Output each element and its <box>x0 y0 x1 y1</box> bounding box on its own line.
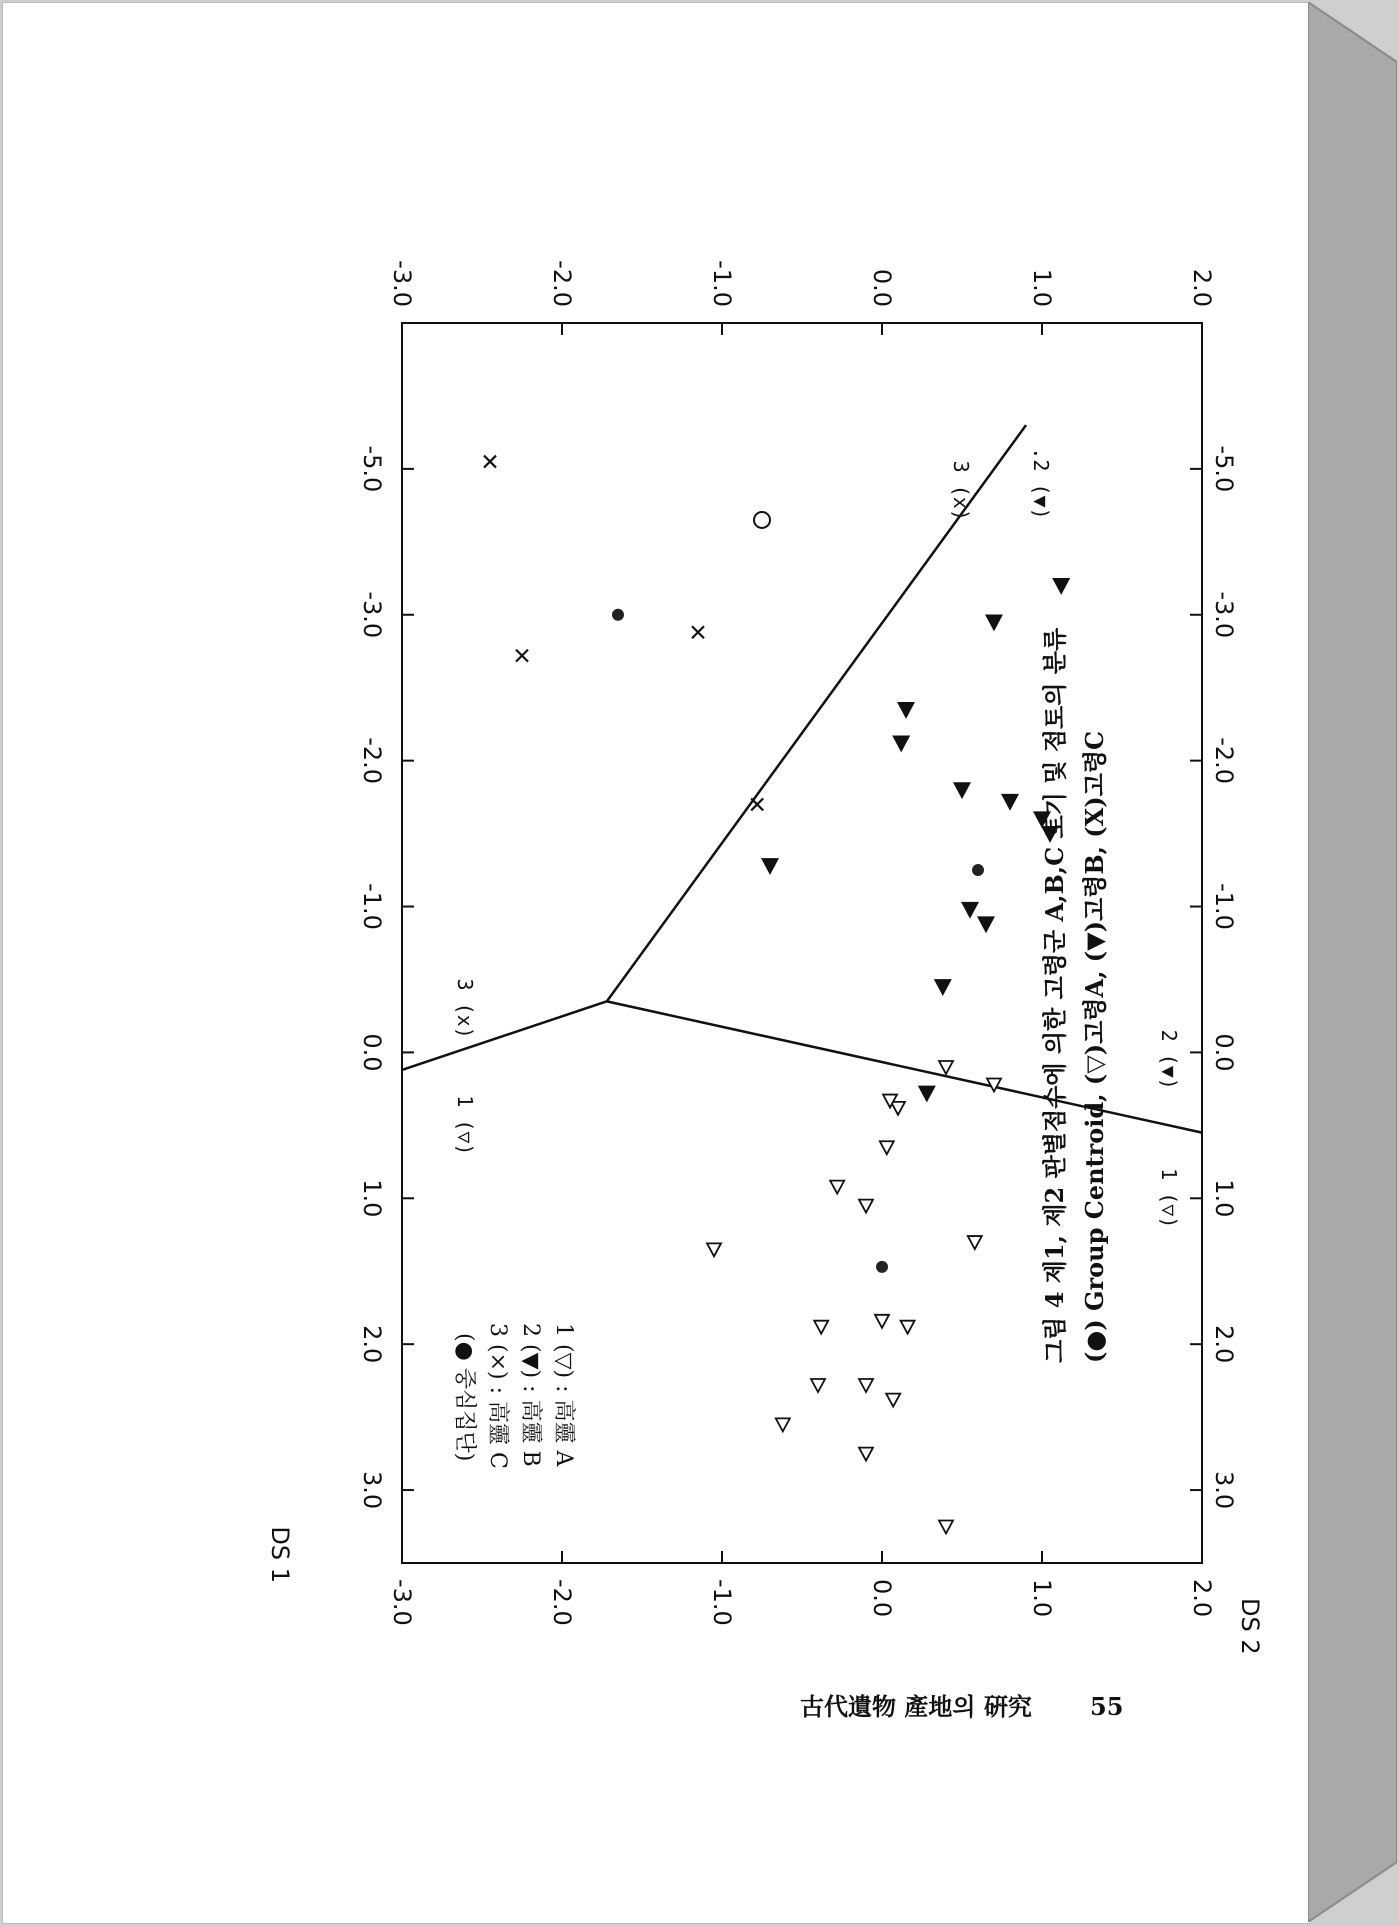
marker-x <box>516 650 528 662</box>
territory-labels <box>453 447 1181 1228</box>
marker-x <box>692 626 704 638</box>
marker-open-triangle <box>968 1236 982 1249</box>
x-tick-label-bottom: -3.0 <box>358 591 386 639</box>
territory-label: 3 (x) <box>949 460 973 521</box>
y-tick-label-left: -1.0 <box>708 260 736 307</box>
marker-filled-triangle <box>1053 579 1069 594</box>
territory-boundary <box>607 1001 1202 1132</box>
y-tick-label-right: -3.0 <box>388 1579 416 1626</box>
marker-centroid <box>972 864 984 876</box>
marker-filled-triangle <box>762 859 778 874</box>
marker-open-triangle <box>811 1379 825 1392</box>
x-tick-label-top: 2.0 <box>1210 1325 1238 1364</box>
marker-open-triangle <box>891 1102 905 1115</box>
x-tick-label-bottom: -2.0 <box>358 737 386 785</box>
marker-x <box>484 456 496 468</box>
legend-entry-centroid: (● 중심집단) <box>452 1333 477 1462</box>
marker-filled-triangle <box>1002 794 1018 809</box>
y-tick-label-left: 0.0 <box>868 268 896 307</box>
marker-filled-triangle <box>962 902 978 917</box>
marker-open-triangle <box>901 1321 915 1334</box>
figure-caption-line-2: (●) Group Centroid, (▽)고령A, (▼)고령B, (X)고령C <box>1080 730 1109 1363</box>
marker-open-triangle <box>886 1394 900 1407</box>
marker-open-triangle <box>830 1181 844 1194</box>
figure-caption-line-1: 그림 4 제1, 제2 판별점수에 의한 고령군 A,B,C 토기 및 점토의 분류 <box>1040 627 1069 1363</box>
x-tick-label-bottom: -1.0 <box>358 883 386 930</box>
x-tick-label-top: -5.0 <box>1210 445 1238 493</box>
marker-x <box>751 798 763 810</box>
marker-open-circle <box>754 512 770 528</box>
x-tick-label-bottom: -5.0 <box>358 445 386 493</box>
legend-entry-c: 3 (×) : 高靈 C <box>485 1323 510 1469</box>
territory-label: 1 (▽) <box>1157 1168 1181 1229</box>
y-axis-label: DS 2 <box>1236 1598 1264 1655</box>
running-title: 古代遺物 產地의 硏究 <box>800 1692 1032 1721</box>
y-tick-label-right: -2.0 <box>548 1579 576 1626</box>
territory-boundary <box>402 1001 607 1070</box>
y-tick-label-left: -3.0 <box>388 260 416 307</box>
marker-centroid <box>612 609 624 621</box>
marker-open-triangle <box>814 1321 828 1334</box>
marker-filled-triangle <box>986 615 1002 630</box>
marker-centroid <box>876 1261 888 1273</box>
marker-open-triangle <box>859 1379 873 1392</box>
y-tick-label-left: -2.0 <box>548 260 576 307</box>
legend <box>452 1323 576 1469</box>
marker-open-triangle <box>707 1243 721 1256</box>
marker-open-triangle <box>939 1061 953 1074</box>
x-tick-label-bottom: 1.0 <box>358 1179 386 1218</box>
marker-filled-triangle <box>919 1086 935 1101</box>
x-tick-label-top: -2.0 <box>1210 737 1238 785</box>
marker-open-triangle <box>880 1141 894 1154</box>
legend-entry-a: 1 (▽) : 高靈 A <box>551 1323 576 1467</box>
page-number: 55 <box>1090 1692 1124 1721</box>
marker-open-triangle <box>939 1521 953 1534</box>
marker-open-triangle <box>859 1200 873 1213</box>
marker-filled-triangle <box>954 783 970 798</box>
legend-entry-b: 2 (▼) : 高靈 B <box>518 1323 543 1467</box>
territory-label: 3 (x) <box>453 978 477 1039</box>
x-tick-label-bottom: 0.0 <box>358 1033 386 1072</box>
marker-open-triangle <box>875 1315 889 1328</box>
territory-label: 2 (▼) <box>1157 1029 1181 1090</box>
y-tick-label-left: 1.0 <box>1028 268 1056 307</box>
x-tick-label-top: -3.0 <box>1210 591 1238 639</box>
y-tick-label-right: 0.0 <box>868 1579 896 1618</box>
x-tick-label-top: 0.0 <box>1210 1033 1238 1072</box>
marker-open-triangle <box>859 1448 873 1461</box>
marker-filled-triangle <box>893 736 909 751</box>
y-tick-label-left: 2.0 <box>1188 268 1216 307</box>
y-tick-label-right: 2.0 <box>1188 1579 1216 1618</box>
territory-label: 1 (▽) <box>453 1095 477 1156</box>
x-tick-label-top: 1.0 <box>1210 1179 1238 1218</box>
y-tick-label-right: -1.0 <box>708 1579 736 1626</box>
x-tick-label-bottom: 3.0 <box>358 1470 386 1510</box>
x-tick-label-top: -1.0 <box>1210 883 1238 930</box>
y-tick-label-right: 1.0 <box>1028 1579 1056 1618</box>
marker-filled-triangle <box>898 703 914 718</box>
x-tick-label-bottom: 2.0 <box>358 1325 386 1364</box>
territory-label: .2 (▼) <box>1029 447 1053 520</box>
x-tick-label-top: 3.0 <box>1210 1470 1238 1510</box>
marker-filled-triangle <box>935 980 951 995</box>
x-axis-label: DS 1 <box>266 1526 294 1583</box>
marker-filled-triangle <box>978 917 994 932</box>
marker-open-triangle <box>776 1418 790 1431</box>
